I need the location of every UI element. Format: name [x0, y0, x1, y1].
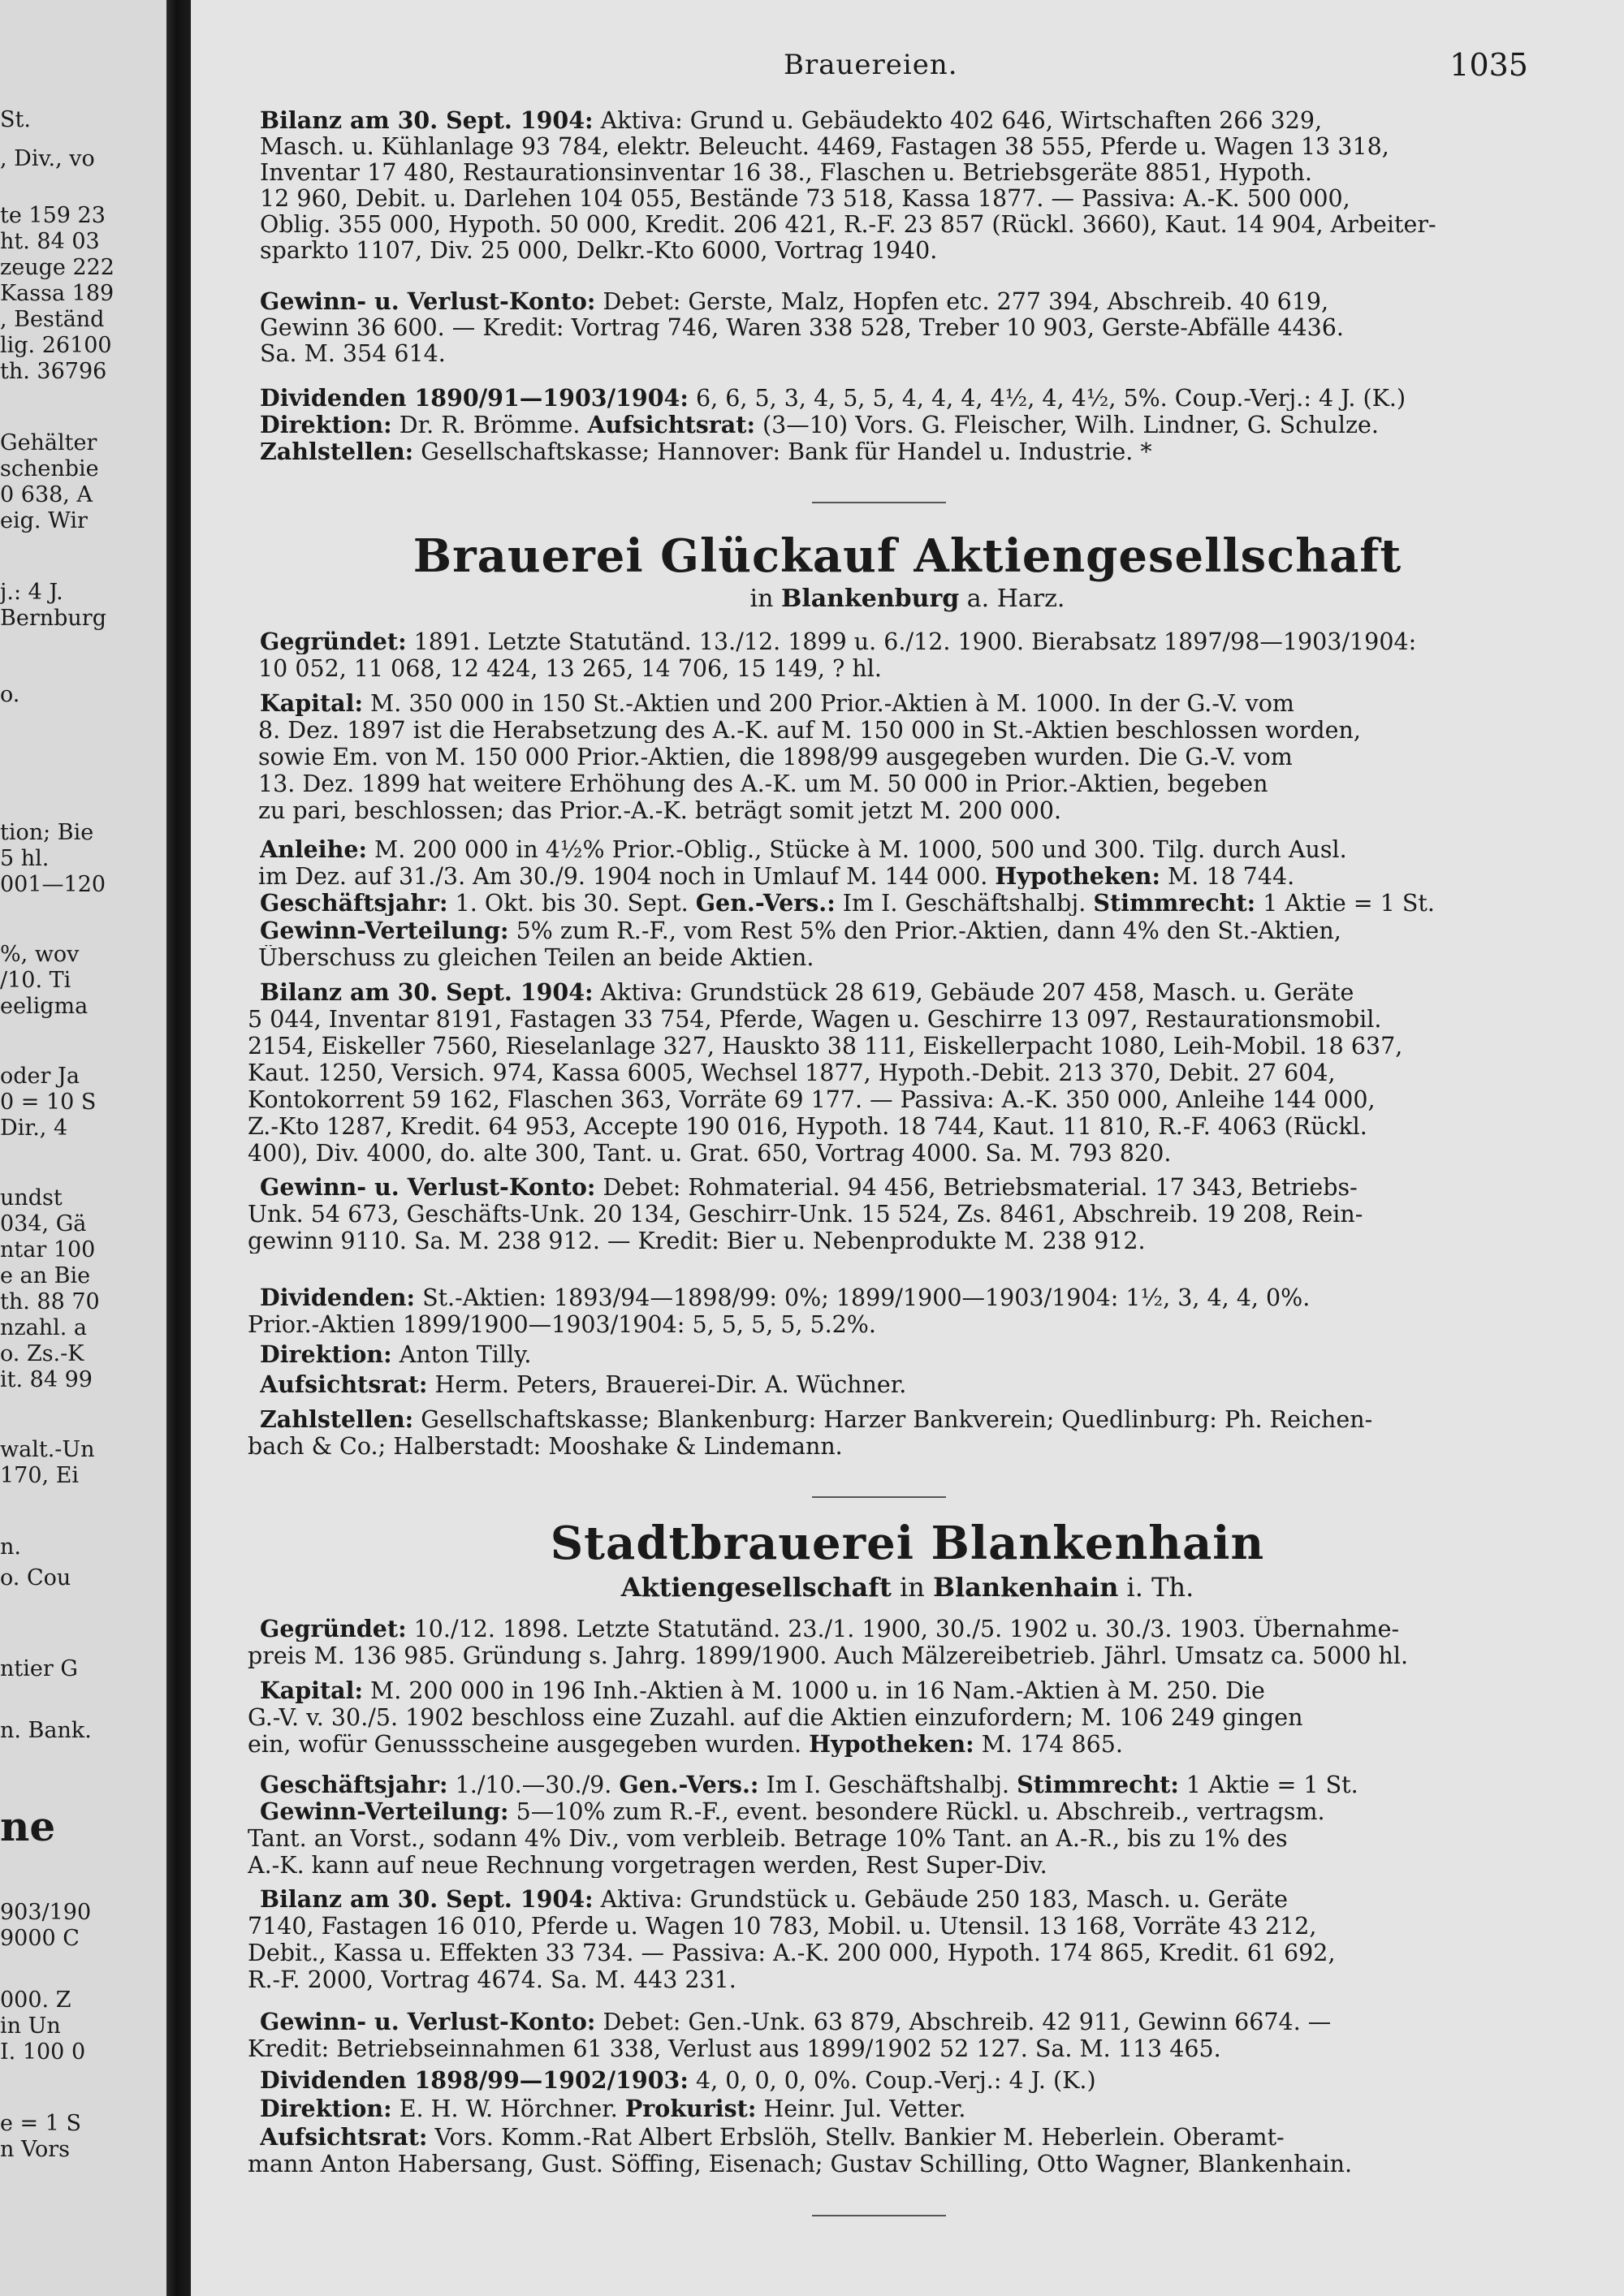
- entry-text: Anton Tilly.: [391, 1342, 532, 1367]
- prev-col-line: 034, Gä: [0, 1211, 87, 1236]
- prev-col-line: 5 hl.: [0, 846, 50, 871]
- text-line: Unk. 54 673, Geschäfts-Unk. 20 134, Geschirr-Unk. 15 524, Zs. 8461, Abschreib. 19 208, Rein-: [248, 1202, 1363, 1227]
- entry-label: Gen.-Vers.:: [695, 891, 836, 916]
- location-place: Blankenhain: [932, 1572, 1119, 1603]
- entry-label: Aufsichtsrat:: [260, 2125, 428, 2150]
- entry-label: Kapital:: [260, 1678, 363, 1703]
- prev-col-line: 170, Ei: [0, 1463, 80, 1488]
- prev-col-line: Gehälter: [0, 430, 97, 455]
- prev-col-line: zeuge 222: [0, 255, 114, 280]
- text-line: [248, 1732, 1514, 1757]
- text-line: [260, 1342, 1527, 1367]
- entry-text: Aktiva: Grundstück u. Gebäude 250 183, Masch. u. Geräte: [593, 1887, 1288, 1912]
- entry-label: Direktion:: [260, 1342, 392, 1367]
- text-line: [260, 108, 1527, 133]
- prev-col-line: n. Bank.: [0, 1718, 92, 1743]
- entry-text: 1. Okt. bis 30. Sept.: [447, 891, 696, 916]
- text-line: 7140, Fastagen 16 010, Pferde u. Wagen 10 783, Mobil. u. Utensil. 13 168, Vorräte 43 212,: [248, 1914, 1317, 1939]
- prev-col-line: undst: [0, 1185, 63, 1211]
- entry-text: Im I. Geschäftshalbj.: [835, 891, 1094, 916]
- entry-text: Aktiva: Grund u. Gebäudekto 402 646, Wirtschaften 266 329,: [593, 108, 1323, 133]
- entry-text: ein, wofür Genussscheine ausgegeben wurden.: [248, 1732, 810, 1757]
- entry-text: Debet: Gen.-Unk. 63 879, Abschreib. 42 911, Gewinn 6674. —: [595, 2009, 1332, 2035]
- entry-text: Gesellschaftskasse; Blankenburg: Harzer Bankverein; Quedlinburg: Ph. Reichen-: [413, 1407, 1373, 1432]
- entry-label: Stimmrecht:: [1093, 891, 1256, 916]
- entry-label: Kapital:: [260, 691, 363, 716]
- location-text: in: [749, 585, 781, 613]
- location-text: a. Harz.: [959, 585, 1065, 613]
- entry-text: im Dez. auf 31./3. Am 30./9. 1904 noch in Umlauf M. 144 000.: [258, 864, 996, 889]
- entry-text: M. 200 000 in 196 Inh.-Aktien à M. 1000 u. in 16 Nam.-Aktien à M. 250. Die: [362, 1678, 1265, 1703]
- prev-col-line: , Div., vo: [0, 146, 95, 171]
- text-line: [260, 629, 1527, 654]
- prev-col-line: 903/190: [0, 1900, 92, 1925]
- text-line: [260, 1616, 1527, 1642]
- entry-label: Dividenden 1898/99—1902/1903:: [260, 2068, 689, 2093]
- entry-label: Zahlstellen:: [260, 1407, 414, 1432]
- text-line: sparkto 1107, Div. 25 000, Delkr.-Kto 6000, Vortrag 1940.: [260, 238, 938, 263]
- text-line: [260, 918, 1527, 943]
- text-line: 400), Div. 4000, do. alte 300, Tant. u. Grat. 650, Vortrag 4000. Sa. M. 793 820.: [248, 1141, 1172, 1166]
- entry-text: M. 174 865.: [974, 1732, 1123, 1757]
- text-line: [260, 1407, 1527, 1432]
- entry-text: Im I. Geschäftshalbj.: [758, 1772, 1017, 1798]
- entry-label: Anleihe:: [260, 837, 367, 862]
- text-line: [260, 1175, 1527, 1200]
- entry-label: Direktion:: [260, 412, 392, 438]
- text-line: gewinn 9110. Sa. M. 238 912. — Kredit: Bier u. Nebenprodukte M. 238 912.: [248, 1228, 1146, 1254]
- prev-col-line: eeligma: [0, 994, 89, 1019]
- text-line: zu pari, beschlossen; das Prior.-A.-K. beträgt somit jetzt M. 200 000.: [258, 798, 1062, 823]
- text-line: [260, 1372, 1527, 1397]
- prev-col-line: o. Cou: [0, 1565, 71, 1590]
- previous-page-column: [0, 0, 166, 2296]
- prev-col-line: St.: [0, 107, 31, 132]
- text-line: Prior.-Aktien 1899/1900—1903/1904: 5, 5, 5, 5, 5.2%.: [248, 1312, 876, 1337]
- prev-col-line: th. 36796: [0, 359, 107, 384]
- entry-label: Hypotheken:: [809, 1732, 974, 1757]
- text-line: 13. Dez. 1899 hat weitere Erhöhung des A.-K. um M. 50 000 in Prior.-Aktien, begeben: [258, 771, 1268, 796]
- text-line: 12 960, Debit. u. Darlehen 104 055, Bestände 73 518, Kassa 1877. — Passiva: A.-K. 500 000,: [260, 186, 1350, 211]
- entry-text: 5—10% zum R.-F., event. besondere Rückl. u. Abschreib., vertragsm.: [508, 1799, 1325, 1824]
- entry-label: Direktion:: [260, 2096, 392, 2121]
- entry-text: 10./12. 1898. Letzte Statutänd. 23./1. 1900, 30./5. 1902 u. 30./3. 1903. Übernahme-: [406, 1616, 1400, 1642]
- text-line: 8. Dez. 1897 ist die Herabsetzung des A.-K. auf M. 150 000 in St.-Aktien beschlossen worden,: [258, 718, 1361, 743]
- entry-text: Herm. Peters, Brauerei-Dir. A. Wüchner.: [427, 1372, 907, 1397]
- entry-label: Stimmrecht:: [1017, 1772, 1179, 1798]
- text-line: [260, 1678, 1527, 1703]
- text-line: [260, 412, 1527, 438]
- entry-label: Bilanz am 30. Sept. 1904:: [260, 1887, 594, 1912]
- text-line: Inventar 17 480, Restaurationsinventar 16 38., Flaschen u. Betriebsgeräte 8851, Hypoth.: [260, 160, 1312, 185]
- section-divider: [812, 2215, 946, 2216]
- text-line: [260, 1285, 1527, 1310]
- prev-col-line: I. 100 0: [0, 2039, 86, 2065]
- entry-label: Dividenden 1890/91—1903/1904:: [260, 386, 689, 411]
- entry-label: Geschäftsjahr:: [260, 891, 448, 916]
- location-text: in: [891, 1572, 933, 1603]
- text-line: [260, 2009, 1527, 2035]
- company-title: Stadtbrauerei Blankenhain: [550, 1517, 1265, 1570]
- book-gutter: [166, 0, 191, 2296]
- text-line: preis M. 136 985. Gründung s. Jahrg. 1899/1900. Auch Mälzereibetrieb. Jährl. Umsatz ca. 5000 hl.: [248, 1643, 1409, 1668]
- entry-text: 1 Aktie = 1 St.: [1178, 1772, 1358, 1798]
- text-line: [260, 2096, 1527, 2121]
- entry-text: E. H. W. Hörchner.: [391, 2096, 625, 2121]
- text-line: Tant. an Vorst., sodann 4% Div., vom verbleib. Betrage 10% Tant. an A.-R., bis zu 1% des: [248, 1826, 1288, 1851]
- entry-text: Debet: Rohmaterial. 94 456, Betriebsmaterial. 17 343, Betriebs-: [595, 1175, 1358, 1200]
- prev-col-line: o. Zs.-K: [0, 1341, 84, 1366]
- text-line: G.-V. v. 30./5. 1902 beschloss eine Zuzahl. auf die Aktien einzufordern; M. 106 249 gingen: [248, 1705, 1303, 1730]
- entry-label: Gewinn- u. Verlust-Konto:: [260, 1175, 596, 1200]
- entry-label: Hypotheken:: [995, 864, 1160, 889]
- text-line: [260, 1772, 1527, 1798]
- text-line: [260, 691, 1527, 716]
- entry-text: 5% zum R.-F., vom Rest 5% den Prior.-Aktien, dann 4% den St.-Aktien,: [508, 918, 1341, 943]
- prev-col-line: it. 84 99: [0, 1367, 93, 1392]
- text-line: Sa. M. 354 614.: [260, 341, 446, 366]
- text-line: [260, 837, 1527, 862]
- text-line: R.-F. 2000, Vortrag 4674. Sa. M. 443 231.: [248, 1967, 736, 1992]
- entry-text: 1./10.—30./9.: [447, 1772, 620, 1798]
- prev-col-line: walt.-Un: [0, 1437, 95, 1462]
- text-line: Gewinn 36 600. — Kredit: Vortrag 746, Waren 338 528, Treber 10 903, Gerste-Abfälle 4436.: [260, 315, 1344, 340]
- text-line: [260, 2125, 1527, 2150]
- entry-label: Aufsichtsrat:: [587, 412, 755, 438]
- entry-text: M. 350 000 in 150 St.-Aktien und 200 Prior.-Aktien à M. 1000. In der G.-V. vom: [362, 691, 1294, 716]
- entry-text: Dr. R. Brömme.: [391, 412, 588, 438]
- text-line: Überschuss zu gleichen Teilen an beide Aktien.: [258, 945, 814, 970]
- text-line: Masch. u. Kühlanlage 93 784, elektr. Beleucht. 4469, Fastagen 38 555, Pferde u. Wagen 13 318,: [260, 134, 1389, 159]
- prev-col-line: j.: 4 J.: [0, 580, 63, 605]
- entry-text: St.-Aktien: 1893/94—1898/99: 0%; 1899/1900—1903/1904: 1½, 3, 4, 4, 0%.: [415, 1285, 1311, 1310]
- prev-col-line: ht. 84 03: [0, 229, 100, 254]
- text-line: Kontokorrent 59 162, Flaschen 363, Vorräte 69 177. — Passiva: A.-K. 350 000, Anleihe 144 000,: [248, 1087, 1376, 1112]
- entry-text: 1 Aktie = 1 St.: [1255, 891, 1435, 916]
- prev-col-line: e = 1 S: [0, 2111, 82, 2136]
- entry-text: Heinr. Jul. Vetter.: [756, 2096, 966, 2121]
- prev-col-line: Dir., 4: [0, 1116, 68, 1141]
- text-line: Kaut. 1250, Versich. 974, Kassa 6005, Wechsel 1877, Hypoth.-Debit. 213 370, Debit. 27 604,: [248, 1060, 1336, 1085]
- prev-col-line: oder Ja: [0, 1064, 80, 1089]
- section-divider: [812, 502, 946, 503]
- entry-label: Zahlstellen:: [260, 439, 414, 464]
- prev-col-line: n.: [0, 1534, 21, 1560]
- prev-col-line: 000. Z: [0, 1987, 71, 2013]
- company-location: [191, 1572, 1624, 1603]
- text-line: [258, 864, 1525, 889]
- prev-col-line: Kassa 189: [0, 281, 114, 306]
- prev-col-line: o.: [0, 682, 20, 707]
- section-divider: [812, 1496, 946, 1498]
- prev-col-line: , Beständ: [0, 307, 105, 332]
- prev-col-line: ntier G: [0, 1656, 78, 1681]
- entry-text: 1891. Letzte Statutänd. 13./12. 1899 u. 6./12. 1900. Bierabsatz 1897/98—1903/1904:: [406, 629, 1417, 654]
- entry-label: Gegründet:: [260, 1616, 407, 1642]
- prev-col-line: lig. 26100: [0, 333, 112, 358]
- text-line: [260, 1887, 1527, 1912]
- prev-col-line: 0 638, A: [0, 482, 93, 507]
- prev-col-line: eig. Wir: [0, 508, 88, 533]
- text-line: Debit., Kassa u. Effekten 33 734. — Passiva: A.-K. 200 000, Hypoth. 174 865, Kredit. 61 692,: [248, 1940, 1336, 1966]
- company-location: [191, 585, 1624, 613]
- page-number: 1035: [1449, 47, 1528, 83]
- entry-label: Aufsichtsrat:: [260, 1372, 428, 1397]
- entry-text: 4, 0, 0, 0, 0%. Coup.-Verj.: 4 J. (K.): [688, 2068, 1096, 2093]
- prev-col-line: te 159 23: [0, 203, 106, 228]
- text-line: [260, 439, 1527, 464]
- text-line: [260, 386, 1527, 411]
- prev-col-line: tion; Bie: [0, 820, 94, 845]
- text-line: 2154, Eiskeller 7560, Rieselanlage 327, Hauskto 38 111, Eiskellerpacht 1080, Leih-Mobil. 18 637,: [248, 1034, 1403, 1059]
- text-line: 5 044, Inventar 8191, Fastagen 33 754, Pferde, Wagen u. Geschirre 13 097, Restaurationsmobil.: [248, 1007, 1382, 1032]
- text-line: [260, 891, 1527, 916]
- location-place: Blankenburg: [780, 585, 960, 613]
- entry-text: Debet: Gerste, Malz, Hopfen etc. 277 394, Abschreib. 40 619,: [595, 289, 1329, 314]
- location-text: i. Th.: [1118, 1572, 1194, 1603]
- prev-col-line: 9000 C: [0, 1926, 80, 1951]
- text-line: [260, 289, 1527, 314]
- company-title: Brauerei Glückauf Aktiengesellschaft: [412, 529, 1402, 583]
- prev-col-line: %, wov: [0, 942, 80, 967]
- entry-text: Aktiva: Grundstück 28 619, Gebäude 207 458, Masch. u. Geräte: [593, 980, 1354, 1005]
- text-line: mann Anton Habersang, Gust. Söffing, Eisenach; Gustav Schilling, Otto Wagner, Blankenhain.: [248, 2151, 1352, 2177]
- entry-label: Gewinn-Verteilung:: [260, 1799, 509, 1824]
- entry-label: Gewinn-Verteilung:: [260, 918, 509, 943]
- prev-col-line: th. 88 70: [0, 1289, 100, 1314]
- entry-label: Bilanz am 30. Sept. 1904:: [260, 108, 594, 133]
- text-line: [260, 2068, 1527, 2093]
- text-line: Oblig. 355 000, Hypoth. 50 000, Kredit. 206 421, R.-F. 23 857 (Rückl. 3660), Kaut. 14 904, Arbeiter-: [260, 212, 1436, 237]
- entry-text: (3—10) Vors. G. Fleischer, Wilh. Lindner, G. Schulze.: [754, 412, 1379, 438]
- text-line: bach & Co.; Halberstadt: Mooshake & Lindemann.: [248, 1434, 843, 1459]
- running-head: Brauereien.: [784, 49, 958, 81]
- prev-col-line: schenbie: [0, 456, 99, 481]
- prev-col-line: in Un: [0, 2013, 61, 2039]
- prev-col-line: nzahl. a: [0, 1315, 87, 1340]
- text-line: [260, 980, 1527, 1005]
- entry-text: M. 18 744.: [1160, 864, 1295, 889]
- text-line: 10 052, 11 068, 12 424, 13 265, 14 706, 15 149, ? hl.: [258, 656, 882, 681]
- prev-col-line: 0 = 10 S: [0, 1090, 97, 1115]
- text-line: Kredit: Betriebseinnahmen 61 338, Verlust aus 1899/1902 52 127. Sa. M. 113 465.: [248, 2036, 1221, 2061]
- text-line: sowie Em. von M. 150 000 Prior.-Aktien, die 1898/99 ausgegeben wurden. Die G.-V. vom: [258, 744, 1293, 770]
- prev-col-line: e an Bie: [0, 1263, 91, 1288]
- prev-col-heading-fragment: ne: [0, 1804, 56, 1849]
- entry-label: Gewinn- u. Verlust-Konto:: [260, 2009, 596, 2035]
- prev-col-line: 001—120: [0, 872, 106, 897]
- text-line: Z.-Kto 1287, Kredit. 64 953, Accepte 190 016, Hypoth. 18 744, Kaut. 11 810, R.-F. 4063 (Rückl.: [248, 1114, 1367, 1139]
- text-line: [260, 1799, 1527, 1824]
- entry-text: Gesellschaftskasse; Hannover: Bank für Handel u. Industrie. *: [413, 439, 1152, 464]
- prev-col-line: Bernburg: [0, 606, 106, 631]
- entry-text: 6, 6, 5, 3, 4, 5, 5, 4, 4, 4, 4½, 4, 4½, 5%. Coup.-Verj.: 4 J. (K.): [688, 386, 1406, 411]
- entry-label: Dividenden:: [260, 1285, 416, 1310]
- entry-label: Geschäftsjahr:: [260, 1772, 448, 1798]
- text-line: A.-K. kann auf neue Rechnung vorgetragen werden, Rest Super-Div.: [248, 1853, 1047, 1878]
- entry-label: Gegründet:: [260, 629, 407, 654]
- prev-col-line: n Vors: [0, 2137, 71, 2162]
- prev-col-line: /10. Ti: [0, 968, 71, 993]
- company-form: Aktiengesellschaft: [620, 1572, 892, 1603]
- entry-label: Gewinn- u. Verlust-Konto:: [260, 289, 596, 314]
- prev-col-line: ntar 100: [0, 1237, 96, 1262]
- entry-text: M. 200 000 in 4½% Prior.-Oblig., Stücke à M. 1000, 500 und 300. Tilg. durch Ausl.: [367, 837, 1347, 862]
- entry-label: Bilanz am 30. Sept. 1904:: [260, 980, 594, 1005]
- entry-label: Gen.-Vers.:: [619, 1772, 759, 1798]
- entry-text: Vors. Komm.-Rat Albert Erbslöh, Stellv. Bankier M. Heberlein. Oberamt-: [427, 2125, 1285, 2150]
- entry-label: Prokurist:: [624, 2096, 757, 2121]
